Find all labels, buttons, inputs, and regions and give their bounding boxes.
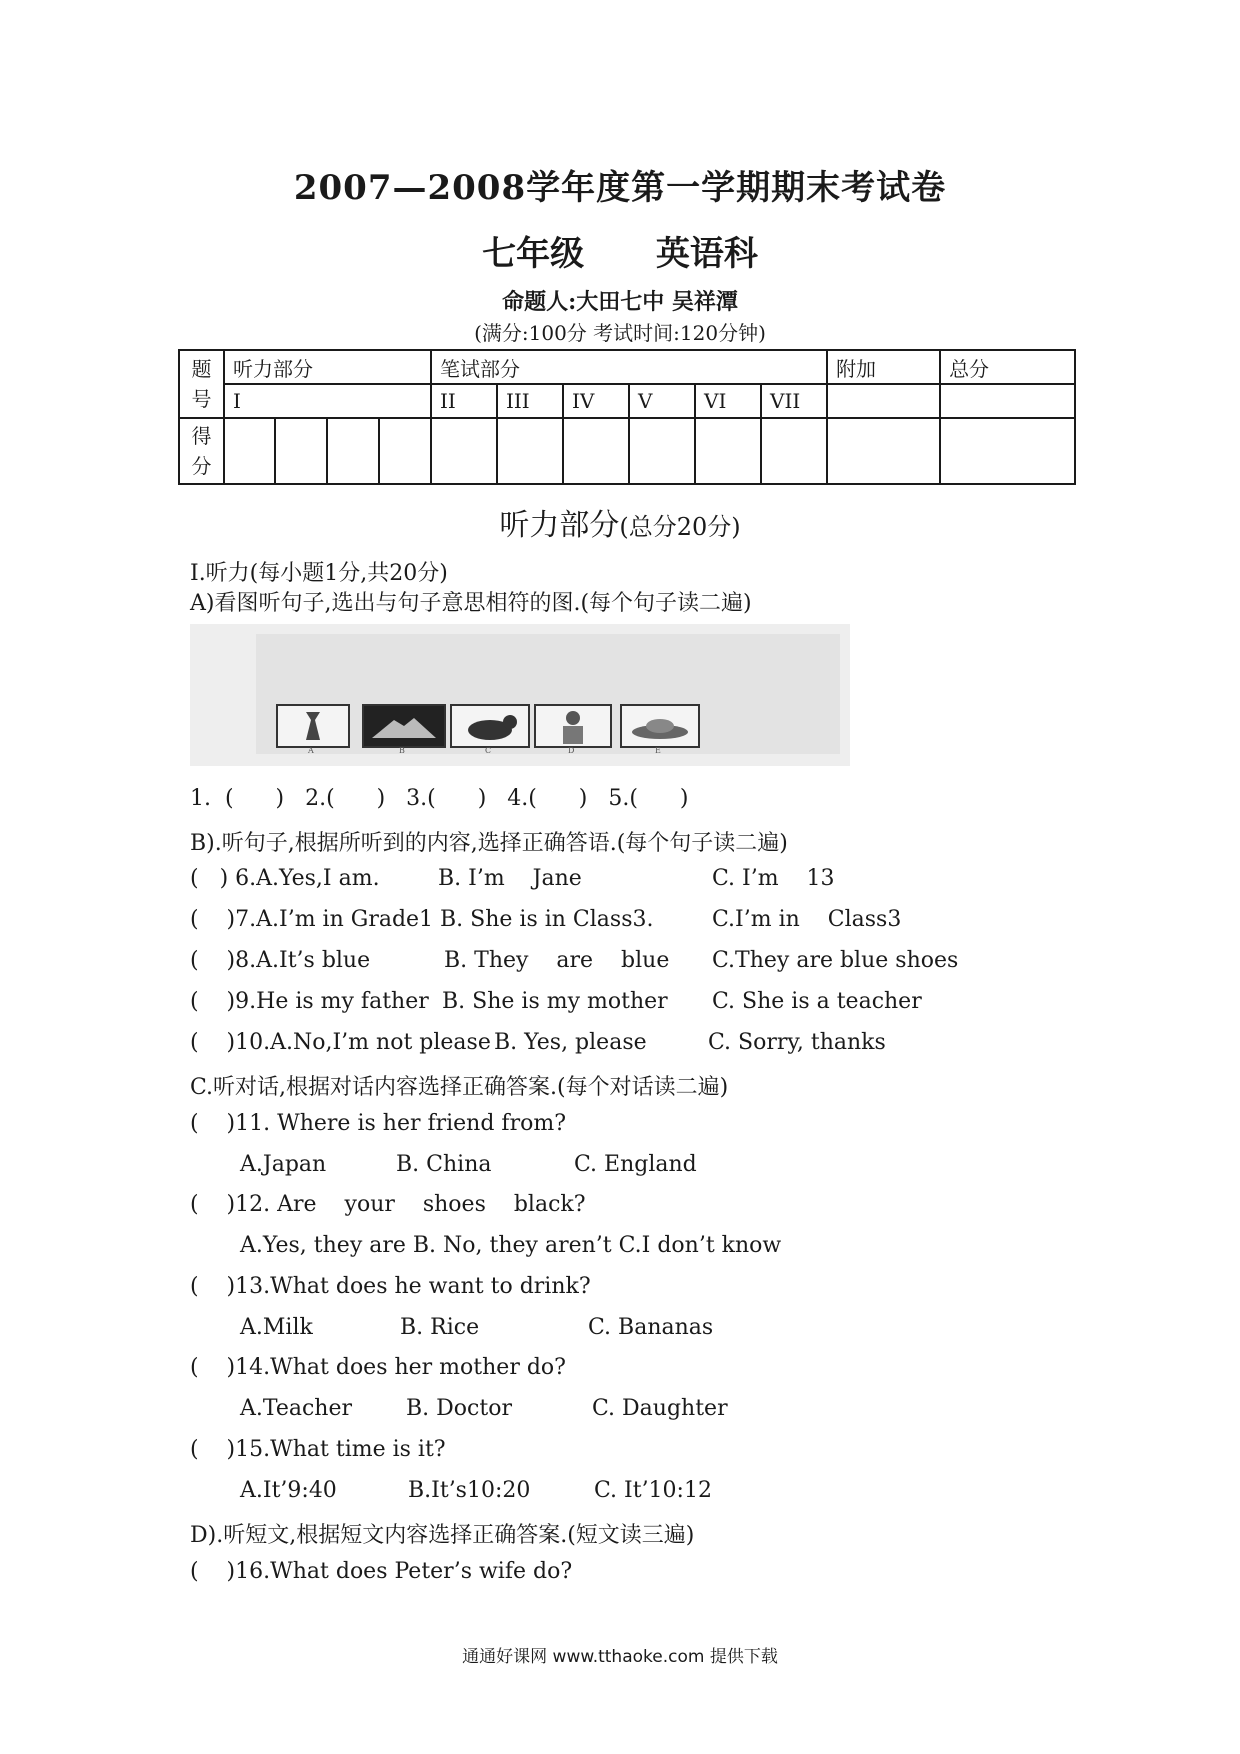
option-c: C.I’m in Class3	[712, 907, 902, 932]
option-b: B. Rice	[400, 1315, 480, 1340]
question-16: ( )16.What does Peter’s wife do?	[190, 1559, 573, 1584]
option-c: C. Bananas	[588, 1315, 714, 1340]
part-a-instruction: A)看图听句子,选出与句子意思相符的图.(每个句子读二遍)	[190, 591, 752, 616]
option-c: C.They are blue shoes	[712, 948, 959, 973]
part-title: I.听力(每小题1分,共20分)	[190, 561, 448, 586]
option-b: B. She is my mother	[442, 989, 668, 1014]
part-d-instruction: D).听短文,根据短文内容选择正确答案.(短文读三遍)	[190, 1523, 695, 1548]
row-label-defen: 得 分	[179, 418, 224, 484]
header-total: 总分	[940, 350, 1075, 384]
option-c: C. Sorry, thanks	[708, 1030, 886, 1055]
question-6: ( ) 6.A.Yes,I am.	[190, 866, 380, 891]
roman-2: II	[431, 384, 497, 418]
option-a: A.Japan	[240, 1152, 327, 1177]
picture-d-icon	[534, 704, 612, 748]
question-8: ( )8.A.It’s blue	[190, 948, 371, 973]
score-cell[interactable]	[940, 418, 1075, 484]
footer-source: 通通好课网 www.tthaoke.com 提供下载	[462, 1647, 778, 1667]
option-c: C. Daughter	[592, 1396, 728, 1421]
score-cell[interactable]	[379, 418, 431, 484]
header-cell-tihao: 题 号	[179, 350, 224, 418]
option-a: A.It’9:40	[240, 1478, 337, 1503]
option-a: A.Yes, they are B. No, they aren’t C.I don’t know	[240, 1233, 782, 1258]
score-cell[interactable]	[563, 418, 629, 484]
option-b: B. Doctor	[406, 1396, 512, 1421]
roman-3: III	[497, 384, 563, 418]
picture-b-icon	[362, 704, 446, 748]
question-15: ( )15.What time is it?	[190, 1437, 446, 1462]
option-b: B.It’s10:20	[408, 1478, 531, 1503]
question-14: ( )14.What does her mother do?	[190, 1355, 566, 1380]
option-b: B. Yes, please	[494, 1030, 647, 1055]
exam-title: 2007—2008学年度第一学期期末考试卷	[293, 168, 947, 208]
roman-7: VII	[761, 384, 827, 418]
bonus-empty	[827, 384, 940, 418]
picture-label: C	[485, 746, 492, 755]
option-c: C. It’10:12	[594, 1478, 712, 1503]
picture-label: B	[399, 746, 405, 755]
score-cell[interactable]	[327, 418, 379, 484]
score-cell[interactable]	[497, 418, 563, 484]
question-10: ( )10.A.No,I’m not please	[190, 1030, 491, 1055]
roman-4: IV	[563, 384, 629, 418]
author-line: 命题人:大田七中 吴祥潭	[502, 289, 738, 315]
score-cell[interactable]	[224, 418, 275, 484]
header-written: 笔试部分	[431, 350, 827, 384]
grade-subject: 七年级 英语科	[482, 234, 758, 274]
picture-e-icon	[620, 704, 700, 748]
option-b: B. I’m Jane	[438, 866, 582, 891]
picture-a-icon	[276, 704, 350, 748]
part-b-instruction: B).听句子,根据所听到的内容,选择正确答语.(每个句子读二遍)	[190, 831, 788, 856]
option-c: C. England	[574, 1152, 697, 1177]
header-listening: 听力部分	[224, 350, 431, 384]
question-9: ( )9.He is my father	[190, 989, 429, 1014]
option-a: A.Milk	[240, 1315, 313, 1340]
question-12: ( )12. Are your shoes black?	[190, 1192, 586, 1217]
option-c: C. I’m 13	[712, 866, 835, 891]
picture-strip	[190, 624, 850, 766]
option-a: A.Teacher	[240, 1396, 353, 1421]
question-11: ( )11. Where is her friend from?	[190, 1111, 566, 1136]
answer-blanks: 1. ( ) 2.( ) 3.( ) 4.( ) 5.( )	[190, 786, 689, 811]
score-cell[interactable]	[629, 418, 695, 484]
picture-label: D	[568, 746, 575, 755]
score-cell[interactable]	[695, 418, 761, 484]
question-7: ( )7.A.I’m in Grade1	[190, 907, 434, 932]
question-13: ( )13.What does he want to drink?	[190, 1274, 591, 1299]
option-c: C. She is a teacher	[712, 989, 922, 1014]
score-cell[interactable]	[761, 418, 827, 484]
header-bonus: 附加	[827, 350, 940, 384]
option-b: B. She is in Class3.	[440, 907, 654, 932]
score-table	[178, 349, 1076, 485]
part-c-instruction: C.听对话,根据对话内容选择正确答案.(每个对话读二遍)	[190, 1075, 729, 1100]
picture-c-icon	[450, 704, 530, 748]
score-time-info: (满分:100分 考试时间:120分钟)	[474, 321, 766, 345]
roman-5: V	[629, 384, 695, 418]
picture-label: A	[308, 746, 314, 755]
roman-1: I	[224, 384, 431, 418]
roman-6: VI	[695, 384, 761, 418]
total-empty	[940, 384, 1075, 418]
score-cell[interactable]	[827, 418, 940, 484]
score-cell[interactable]	[275, 418, 327, 484]
picture-label: E	[655, 746, 661, 755]
option-b: B. They are blue	[444, 948, 670, 973]
section-heading: 听力部分(总分20分)	[499, 508, 741, 543]
option-b: B. China	[396, 1152, 492, 1177]
score-cell[interactable]	[431, 418, 497, 484]
